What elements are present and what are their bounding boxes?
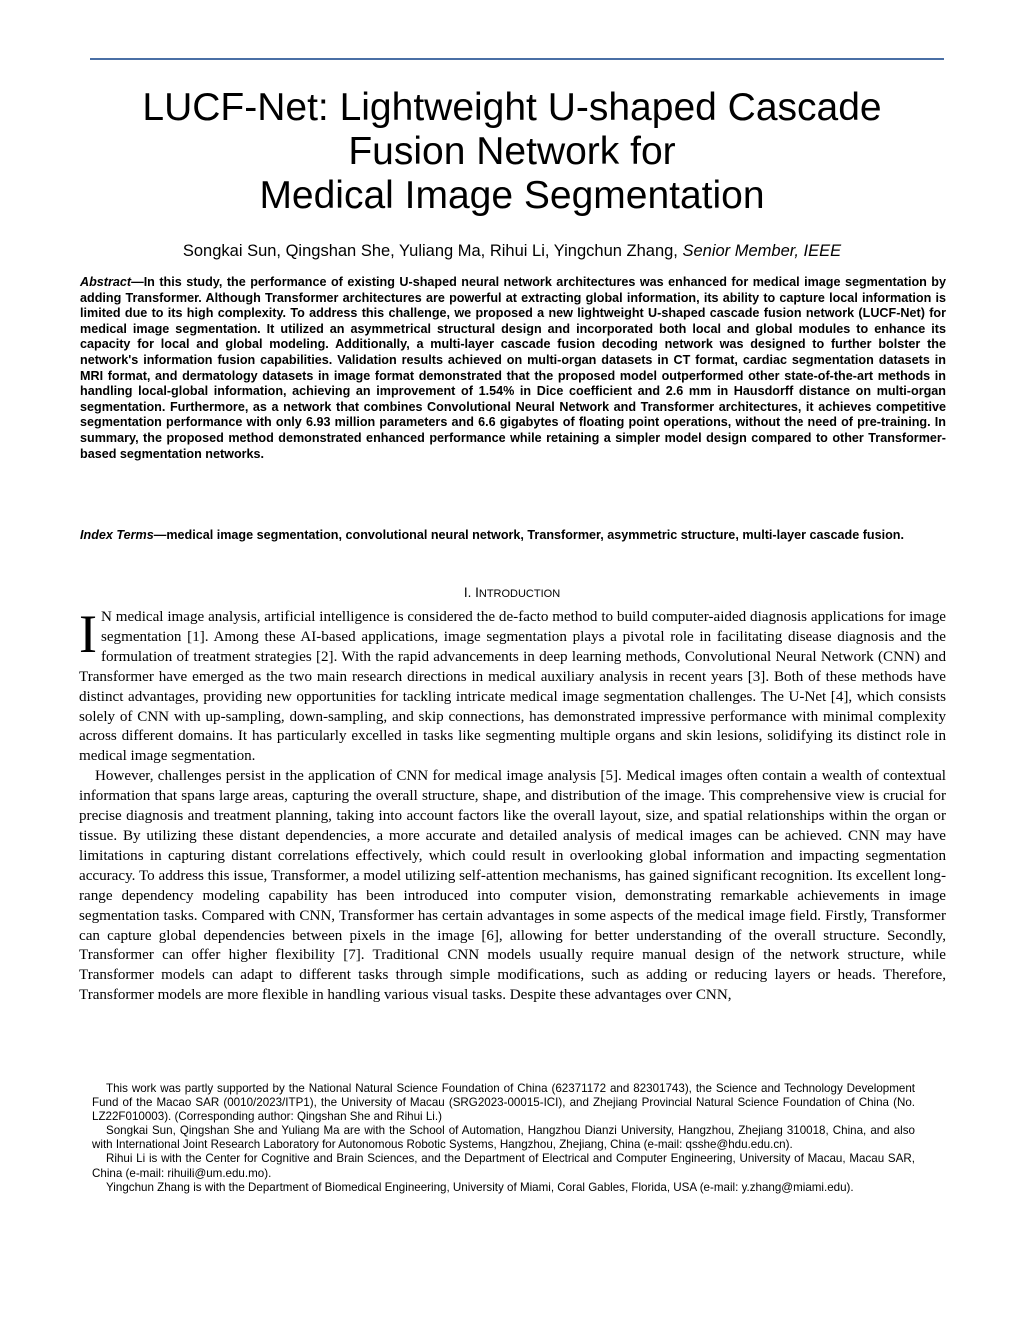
title-line-2: Fusion Network for [348, 130, 676, 173]
footnote-affiliation-2: Rihui Li is with the Center for Cognitive and Brain Sciences, and the Department of Electrical and Computer Engineering, University of Macau, Macau SAR, China (e-mail: rihuili@um.edu.mo). [92, 1152, 915, 1180]
header-rule [90, 58, 944, 60]
author-membership: Senior Member, IEEE [682, 242, 842, 260]
section-number: I. [463, 585, 476, 600]
footnote-affiliation-1: Songkai Sun, Qingshan She and Yuliang Ma are with the School of Automation, Hangzhou Dianzi University, Hangzhou, Zhejiang 310018, China, and also with International Joint Research Laboratory for Autonomous Robotic Systems, Hangzhou, Zhejiang, China (e-mail: qsshe@hdu.edu.cn). [92, 1124, 915, 1152]
section-rest: NTRODUCTION [478, 588, 561, 600]
drop-cap: I [79, 604, 97, 664]
paragraph-2: However, challenges persist in the application of CNN for medical image analysis [5]. Medical images often contain a wealth of contextual information that spans large areas, capturing the overall structure, shape, and distribution of the image. This comprehensive view is crucial for precise diagnosis and treatment planning, taking into account factors like the overall layout, size, and spatial relationships within the organ or tissue. By utilizing these distant dependencies, a more accurate and detailed analysis of medical images can be achieved. CNN may have limitations in capturing distant correlations effectively, which could result in overlooking global information and impacting segmentation accuracy. To address this issue, Transformer, a model utilizing self-attention mechanisms, has gained significant recognition. Its excellent long-range dependency modeling capability has been introduced into computer vision, demonstrating remarkable achievements in image segmentation tasks. Compared with CNN, Transformer has certain advantages in some aspects of the medical image field. Firstly, Transformer can capture global dependencies between pixels in the image [6], allowing for better understanding of the overall structure. Secondly, Transformer can offer higher flexibility [7]. Traditional CNN models usually require manual design of the network structure, while Transformer models can adapt to different tasks through simple modifications, such as adding or reducing layers or heads. Therefore, Transformer models are more flexible in handling various visual tasks. Despite these advantages over CNN, [79, 768, 946, 1004]
section-heading-introduction [80, 585, 944, 602]
author-names: Songkai Sun, Qingshan She, Yuliang Ma, Rihui Li, Yingchun Zhang, [182, 242, 683, 260]
author-list [80, 240, 944, 262]
footnote-affiliation-3: Yingchun Zhang is with the Department of Biomedical Engineering, University of Miami, Coral Gables, Florida, USA (e-mail: y.zhang@miami.edu). [106, 1180, 854, 1194]
index-terms-dash: — [153, 528, 167, 542]
paper-title [80, 86, 944, 218]
title-line-3: Medical Image Segmentation [259, 174, 765, 217]
index-terms-text: medical image segmentation, convolutional neural network, Transformer, asymmetric structure, multi-layer cascade fusion. [166, 528, 904, 542]
footnotes [92, 1082, 915, 1195]
title-line-1: LUCF-Net: Lightweight U-shaped Cascade [142, 86, 882, 129]
index-terms [80, 528, 946, 544]
index-terms-label: Index Terms [80, 528, 154, 542]
body-text [79, 604, 946, 1006]
abstract-label: Abstract [80, 275, 132, 289]
paragraph-1-text: N medical image analysis, artificial intelligence is considered the de-facto method to build computer-aided diagnosis applications for image segmentation [1]. Among these AI-based applications, image segmentation plays a pivotal role in facilitating disease diagnosis and the formulation of treatment strategies [2]. With the rapid advancements in deep learning methods, Convolutional Neural Network (CNN) and Transformer have emerged as the two main research directions in medical auxiliary analysis in recent years [3]. Both of these methods have distinct advantages, providing new opportunities for tackling intricate medical image segmentation challenges. The U-Net [4], which consists solely of CNN with up-sampling, down-sampling, and skip connections, has demonstrated impressive performance with minimal complexity across different domains. It has particularly excelled in tasks like segmenting multiple organs and skin lesions, solidifying its distinct role in medical image segmentation. [79, 609, 946, 765]
abstract-dash: — [131, 275, 144, 289]
footnote-funding: This work was partly supported by the National Natural Science Foundation of China (62371172 and 82301743), the Science and Technology Development Fund of the Macao SAR (0010/2023/ITP1), the University of Macau (SRG2023-00015-ICI), and Zhejiang Provincial Natural Science Foundation of China (No. LZ22F010003). (Corresponding author: Qingshan She and Rihui Li.) [92, 1082, 915, 1124]
abstract-text: In this study, the performance of existing U-shaped neural network architectures was enhanced for medical image segmentation by adding Transformer. Although Transformer architectures are powerful at extracting global information, its ability to capture local information is limited due to its high complexity. To address this challenge, we proposed a new lightweight U-shaped cascade fusion network (LUCF-Net) for medical image segmentation. It utilized an asymmetrical structural design and incorporated both local and global modules to enhance its capacity for local and global modeling. Additionally, a multi-layer cascade fusion decoding network was designed to further bolster the network's information fusion capabilities. Validation results achieved on multi-organ datasets in CT format, cardiac segmentation datasets in MRI format, and dermatology datasets in image format demonstrated that the proposed model outperformed other state-of-the-art methods in handling local-global information, achieving an improvement of 1.54% in Dice coefficient and 2.6 mm in Hausdorff distance on multi-organ segmentation. Furthermore, as a network that combines Convolutional Neural Network and Transformer architectures, it achieves competitive segmentation performance with only 6.93 million parameters and 6.6 gigabytes of floating point operations, without the need of pre-training. In summary, the proposed method demonstrated enhanced performance while retaining a simpler model design compared to other Transformer-based segmentation networks. [80, 275, 946, 461]
section-initial: I [475, 585, 479, 600]
abstract [80, 275, 946, 462]
paragraph-1 [79, 604, 946, 767]
